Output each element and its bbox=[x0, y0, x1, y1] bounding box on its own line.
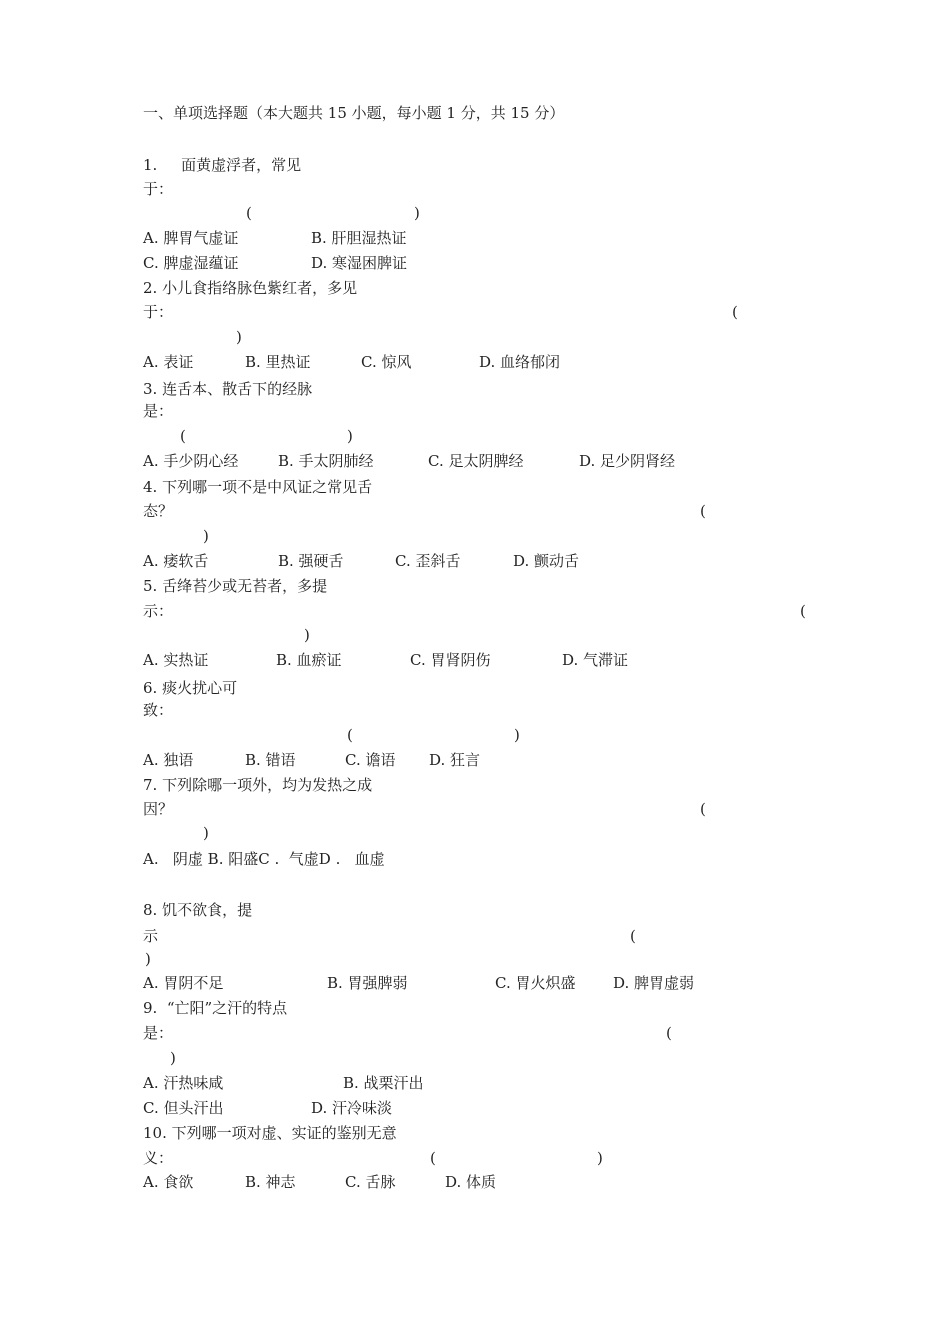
question-2-paren-open: ( bbox=[732, 303, 738, 321]
question-4-paren-open: ( bbox=[700, 502, 706, 520]
question-6-paren-close: ) bbox=[514, 726, 520, 744]
question-1-option-a: A. 脾胃气虚证 bbox=[143, 229, 239, 247]
question-3-paren-close: ) bbox=[347, 427, 353, 445]
question-4-option-c: C. 歪斜舌 bbox=[395, 552, 461, 570]
question-1-option-b: B. 肝胆湿热证 bbox=[311, 229, 407, 247]
question-1-paren-open: ( bbox=[246, 204, 252, 222]
question-3-option-a: A. 手少阴心经 bbox=[143, 452, 239, 470]
question-9-option-d: D. 汗冷味淡 bbox=[311, 1099, 393, 1117]
question-2-option-a: A. 表证 bbox=[143, 353, 194, 371]
question-3-option-d: D. 足少阴肾经 bbox=[579, 452, 676, 470]
question-1-option-c: C. 脾虚湿蕴证 bbox=[143, 254, 239, 272]
question-4-option-b: B. 强硬舌 bbox=[278, 552, 344, 570]
question-1-paren-close: ) bbox=[414, 204, 420, 222]
question-5-stem-cont: 示： bbox=[143, 602, 174, 620]
question-7-paren-close: ) bbox=[203, 824, 209, 842]
question-9-paren-open: ( bbox=[666, 1024, 672, 1042]
question-10-stem-cont: 义： bbox=[143, 1149, 174, 1167]
question-8-paren-close: ) bbox=[145, 950, 151, 968]
question-5-option-a: A. 实热证 bbox=[143, 651, 209, 669]
question-3-stem-cont: 是： bbox=[143, 402, 174, 420]
question-6-stem: 6. 痰火扰心可 bbox=[143, 679, 238, 697]
question-6-stem-cont: 致： bbox=[143, 701, 174, 719]
question-6-paren-open: ( bbox=[347, 726, 353, 744]
question-2-option-b: B. 里热证 bbox=[245, 353, 311, 371]
question-4-paren-close: ) bbox=[203, 527, 209, 545]
question-7-stem: 7. 下列除哪一项外，均为发热之成 bbox=[143, 776, 373, 794]
question-6-option-b: B. 错语 bbox=[245, 751, 296, 769]
question-1-option-d: D. 寒湿困脾证 bbox=[311, 254, 408, 272]
question-1-stem-cont: 于： bbox=[143, 180, 174, 198]
section-title: 一、单项选择题（本大题共 15 小题，每小题 1 分，共 15 分） bbox=[143, 104, 565, 122]
question-7-options: A. 阴虚 B. 阳盛C . 气虚D . 血虚 bbox=[143, 850, 385, 868]
question-10-stem: 10. 下列哪一项对虚、实证的鉴别无意 bbox=[143, 1124, 397, 1142]
question-8-option-d: D. 脾胃虚弱 bbox=[613, 974, 695, 992]
question-5-option-c: C. 胃肾阴伤 bbox=[410, 651, 491, 669]
question-3-option-c: C. 足太阴脾经 bbox=[428, 452, 524, 470]
question-8-option-b: B. 胃强脾弱 bbox=[327, 974, 408, 992]
question-9-stem: 9. “亡阳”之汗的特点 bbox=[143, 999, 288, 1017]
question-3-stem: 3. 连舌本、散舌下的经脉 bbox=[143, 380, 313, 398]
question-8-option-c: C. 胃火炽盛 bbox=[495, 974, 576, 992]
question-8-stem: 8. 饥不欲食，提 bbox=[143, 901, 253, 919]
question-5-stem: 5. 舌绛苔少或无苔者，多提 bbox=[143, 577, 328, 595]
question-9-stem-cont: 是： bbox=[143, 1024, 174, 1042]
question-5-option-d: D. 气滞证 bbox=[562, 651, 629, 669]
question-3-option-b: B. 手太阴肺经 bbox=[278, 452, 374, 470]
question-6-option-d: D. 狂言 bbox=[429, 751, 481, 769]
question-5-option-b: B. 血瘀证 bbox=[276, 651, 342, 669]
question-7-paren-open: ( bbox=[700, 800, 706, 818]
question-10-option-a: A. 食欲 bbox=[143, 1173, 194, 1191]
question-10-option-c: C. 舌脉 bbox=[345, 1173, 396, 1191]
question-8-option-a: A. 胃阴不足 bbox=[143, 974, 224, 992]
question-4-stem: 4. 下列哪一项不是中风证之常见舌 bbox=[143, 478, 373, 496]
question-4-stem-cont: 态？ bbox=[143, 502, 174, 520]
question-10-option-b: B. 神志 bbox=[245, 1173, 296, 1191]
question-8-paren-open: ( bbox=[630, 927, 636, 945]
question-5-paren-close: ) bbox=[304, 626, 310, 644]
question-5-paren-open: ( bbox=[800, 602, 806, 620]
question-9-option-a: A. 汗热味咸 bbox=[143, 1074, 224, 1092]
question-10-option-d: D. 体质 bbox=[445, 1173, 497, 1191]
question-6-option-c: C. 谵语 bbox=[345, 751, 396, 769]
question-6-option-a: A. 独语 bbox=[143, 751, 194, 769]
question-7-stem-cont: 因？ bbox=[143, 800, 174, 818]
question-9-paren-close: ) bbox=[170, 1049, 176, 1067]
question-2-stem-cont: 于： bbox=[143, 303, 174, 321]
question-8-stem-cont: 示 bbox=[143, 927, 159, 945]
question-9-option-b: B. 战栗汗出 bbox=[343, 1074, 424, 1092]
question-2-paren-close: ) bbox=[236, 328, 242, 346]
question-1-stem: 1. 面黄虚浮者，常见 bbox=[143, 156, 302, 174]
question-2-stem: 2. 小儿食指络脉色紫红者，多见 bbox=[143, 279, 358, 297]
question-4-option-d: D. 颤动舌 bbox=[513, 552, 580, 570]
question-9-option-c: C. 但头汗出 bbox=[143, 1099, 224, 1117]
question-2-option-c: C. 惊风 bbox=[361, 353, 412, 371]
question-10-paren-open: ( bbox=[430, 1149, 436, 1167]
question-4-option-a: A. 痿软舌 bbox=[143, 552, 209, 570]
question-3-paren-open: ( bbox=[180, 427, 186, 445]
question-2-option-d: D. 血络郁闭 bbox=[479, 353, 561, 371]
question-10-paren-close: ) bbox=[597, 1149, 603, 1167]
